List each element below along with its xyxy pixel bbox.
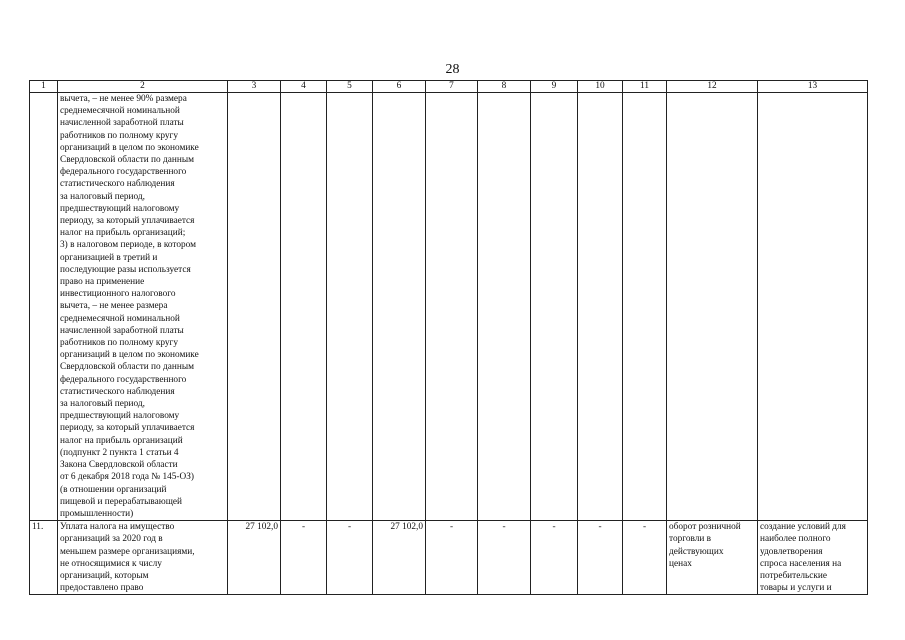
text-line: спроса населения на <box>760 558 842 569</box>
text-line: организаций за 2020 год в <box>60 534 163 545</box>
column-header: 9 <box>531 81 578 93</box>
text-line: Уплата налога на имущество <box>60 522 175 533</box>
benefits-table <box>29 80 868 595</box>
text-line: начисленной заработной платы <box>60 325 184 336</box>
text-line: статистического наблюдения <box>60 386 175 397</box>
description-cell <box>58 93 228 521</box>
table-row-continuation <box>30 93 868 521</box>
text-line: (подпункт 2 пункта 1 статьи 4 <box>60 447 179 458</box>
text-line: налог на прибыль организаций; <box>60 228 186 239</box>
text-line: Закона Свердловской области <box>60 460 178 471</box>
text-line: работников по полному кругу <box>60 130 178 141</box>
text-line: вычета, – не менее размера <box>60 301 168 312</box>
text-line: право на применение <box>60 277 145 288</box>
value-cell-col10: - <box>578 521 623 595</box>
text-line: оборот розничной <box>669 522 741 533</box>
text-line: последующие разы используется <box>60 264 191 275</box>
table-row-11 <box>30 521 868 595</box>
row-number-cell: 11. <box>30 521 58 595</box>
column-header: 2 <box>58 81 228 93</box>
text-line: 3) в налоговом периоде, в котором <box>60 240 196 251</box>
column-header: 8 <box>478 81 531 93</box>
column-header: 3 <box>228 81 281 93</box>
column-header: 7 <box>426 81 478 93</box>
text-line: не относящимися к числу <box>60 558 162 569</box>
text-line: Свердловской области по данным <box>60 362 194 373</box>
empty-cell <box>373 93 426 521</box>
empty-cell <box>478 93 531 521</box>
value-cell-col9: - <box>531 521 578 595</box>
empty-cell <box>228 93 281 521</box>
text-line: работников по полному кругу <box>60 338 178 349</box>
value-cell-col11: - <box>623 521 667 595</box>
text-line: меньшем размере организациями, <box>60 546 195 557</box>
text-line: инвестиционного налогового <box>60 289 176 300</box>
text-line: организаций в целом по экономике <box>60 350 199 361</box>
empty-cell <box>426 93 478 521</box>
empty-cell <box>578 93 623 521</box>
text-line: промышленности) <box>60 508 134 519</box>
text-line: периоду, за который уплачивается <box>60 423 195 434</box>
column-header: 4 <box>281 81 327 93</box>
page-number: 28 <box>445 62 460 77</box>
text-line: пищевой и перерабатывающей <box>60 496 182 507</box>
value-cell-col5: - <box>327 521 373 595</box>
column-header-row <box>30 81 868 93</box>
text-line: организаций, которым <box>60 570 149 581</box>
text-line: удовлетворения <box>760 546 823 557</box>
column-header: 10 <box>578 81 623 93</box>
column-header: 13 <box>758 81 868 93</box>
text-line: налог на прибыль организаций <box>60 435 183 446</box>
text-line: создание условий для <box>760 522 846 533</box>
description-cell <box>58 521 228 595</box>
column-header: 5 <box>327 81 373 93</box>
empty-cell <box>758 93 868 521</box>
text-line: среднемесячной номинальной <box>60 106 180 117</box>
indicator-cell <box>667 521 758 595</box>
empty-cell <box>281 93 327 521</box>
text-line: торговли в <box>669 534 712 545</box>
value-cell-col8: - <box>478 521 531 595</box>
text-line: товары и услуги и <box>760 583 832 594</box>
column-header: 1 <box>30 81 58 93</box>
text-line: организацией в третий и <box>60 252 158 263</box>
goal-cell <box>758 521 868 595</box>
text-line: за налоговый период, <box>60 399 145 410</box>
row-number-cell <box>30 93 58 521</box>
value-cell-col7: - <box>426 521 478 595</box>
value-cell-col4: - <box>281 521 327 595</box>
text-line: ценах <box>669 558 692 569</box>
text-line: потребительские <box>760 570 827 581</box>
text-line: вычета, – не менее 90% размера <box>60 94 187 104</box>
text-line: предшествующий налоговому <box>60 203 180 214</box>
text-line: федерального государственного <box>60 374 187 385</box>
empty-cell <box>531 93 578 521</box>
empty-cell <box>327 93 373 521</box>
text-line: периоду, за который уплачивается <box>60 216 195 227</box>
text-line: от 6 декабря 2018 года № 145-ОЗ) <box>60 472 194 483</box>
text-line: предшествующий налоговому <box>60 411 180 422</box>
value-cell-col6: 27 102,0 <box>373 521 426 595</box>
text-line: начисленной заработной платы <box>60 118 184 129</box>
text-line: (в отношении организаций <box>60 484 167 495</box>
empty-cell <box>623 93 667 521</box>
text-line: статистического наблюдения <box>60 179 175 190</box>
empty-cell <box>667 93 758 521</box>
text-line: Свердловской области по данным <box>60 155 194 166</box>
text-line: за налоговый период, <box>60 191 145 202</box>
text-line: организаций в целом по экономике <box>60 142 199 153</box>
column-header: 11 <box>623 81 667 93</box>
column-header: 12 <box>667 81 758 93</box>
value-cell-col3: 27 102,0 <box>228 521 281 595</box>
column-header: 6 <box>373 81 426 93</box>
text-line: наиболее полного <box>760 534 831 545</box>
text-line: среднемесячной номинальной <box>60 313 180 324</box>
text-line: предоставлено право <box>60 583 144 594</box>
text-line: действующих <box>669 546 724 557</box>
text-line: федерального государственного <box>60 167 187 178</box>
